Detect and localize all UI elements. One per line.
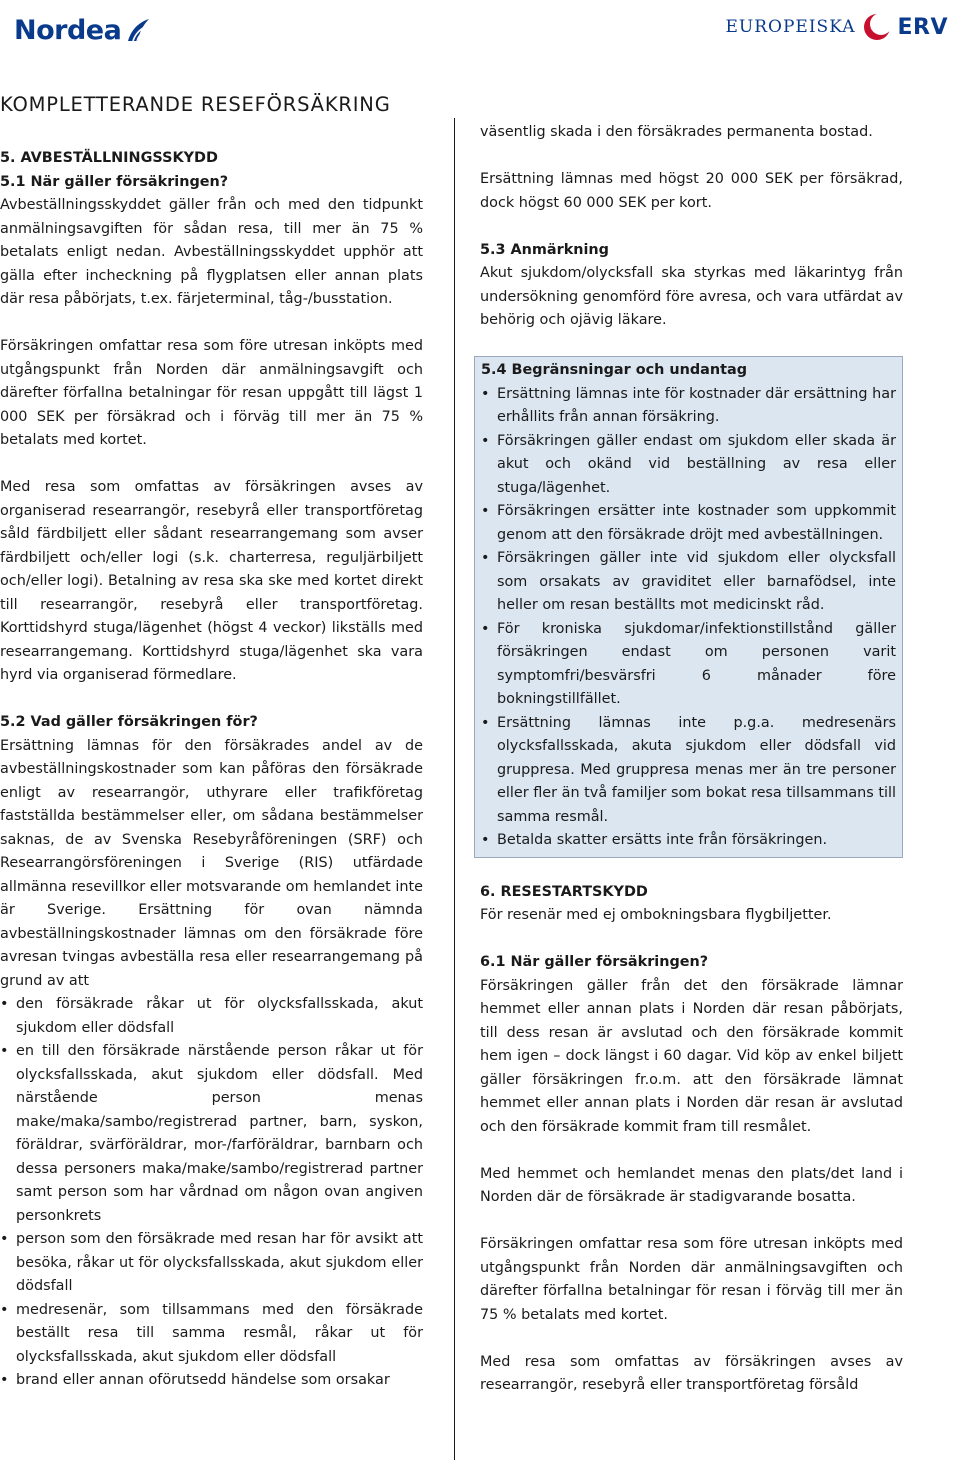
list-item: • person som den försäkrade med resan har för avsikt att besöka, råkar ut för olycksfallsskada, akut sjukdom eller dödsfall [0, 1228, 423, 1299]
list-item: • brand eller annan oförutsedd händelse som orsakar [0, 1369, 423, 1393]
section-5-2-heading: 5.2 Vad gäller försäkringen för? [0, 714, 258, 730]
list-item: • Ersättning lämnas inte p.g.a. medresenärs olycksfallsskada, akuta sjukdom eller dödsfall vid gruppresa. Med gruppresa menas mer än tre personer eller fler än två familjer som bokat resa tillsammans till samma resmål. [481, 712, 896, 830]
compensation-limit-paragraph: Ersättning lämnas med högst 20 000 SEK per försäkrad, dock högst 60 000 SEK per kort. [480, 171, 903, 211]
section-5-4-box [474, 356, 903, 858]
nordea-logo [14, 10, 151, 50]
right-column [480, 121, 903, 1421]
section-5-2-bullet-list [0, 993, 423, 1393]
section-5-1-paragraph-1: Avbeställningsskyddet gäller från och med den tidpunkt anmälningsavgiften för sådan resa, till mer än 75 % betalats enligt nedan. Avbeställningsskyddet upphör att gälla efter incheckning på flygplatsen eller annan plats där resa påbörjats, t.ex. färjeterminal, tåg-/busstation. [0, 197, 423, 307]
nordea-sail-icon [125, 17, 151, 43]
section-6-heading: 6. RESESTARTSKYDD [480, 883, 648, 900]
list-item: • För kroniska sjukdomar/infektionstillstånd gäller försäkringen endast om personen varit symptomfri/besvärsfri 6 månader före bokningstillfället. [481, 618, 896, 712]
section-6-1-paragraph-4: Med resa som omfattas av försäkringen avses av researrangör, resebyrå eller transportföretag försåld [480, 1353, 903, 1393]
section-6-1-heading: 6.1 När gäller försäkringen? [480, 954, 709, 970]
bullet-continuation: väsentlig skada i den försäkrades permanenta bostad. [480, 124, 873, 140]
column-divider [454, 118, 455, 1460]
erv-crescent-icon [862, 12, 892, 42]
page-header [0, 0, 960, 60]
section-5-4-bullet-list [481, 383, 896, 853]
left-column [0, 147, 423, 1393]
list-item: • Försäkringen gäller inte vid sjukdom eller olycksfall som orsakats av graviditet eller barnafödsel, inte heller om resan beställts mot medicinskt råd. [481, 547, 896, 618]
europeiska-logo-text: EUROPEISKA [725, 17, 856, 37]
list-item: • Ersättning lämnas inte för kostnader där ersättning har erhållits från annan försäkring. [481, 383, 896, 430]
section-5-2-paragraph: Ersättning lämnas för den försäkrades andel av de avbeställningskostnader som kan påföras den försäkrade enligt av researrangör, uthyrare eller trafikföretag fastställda bestämmelser eller, om sådana bestämmelser saknas, de av Svenska Resebyråföreningen (SRF) och Researrangörsföreningen i Sverige (RIS) utfärdade allmänna resevillkor eller motsvarande om hemlandet inte är Sverige. Ersättning för ovan nämnda avbeställningskostnader lämnas om den försäkrade före avresan tvingas avbeställa resa eller researrangemang på grund av att [0, 737, 423, 989]
document-title: KOMPLETTERANDE RESEFÖRSÄKRING [0, 93, 391, 116]
section-5-3-paragraph: Akut sjukdom/olycksfall ska styrkas med läkarintyg från undersökning genomförd före avresa, och vara utfärdat av behörig och ojävig läkare. [480, 265, 903, 328]
europeiska-erv-logo [726, 12, 948, 42]
list-item: • Betalda skatter ersätts inte från försäkringen. [481, 829, 896, 853]
section-5-3-heading: 5.3 Anmärkning [480, 241, 609, 258]
list-item: • Försäkringen gäller endast om sjukdom eller skada är akut och okänd vid beställning av resa eller stuga/lägenhet. [481, 430, 896, 501]
nordea-logo-text: Nordea [14, 14, 122, 46]
erv-logo-text: ERV [897, 14, 948, 40]
list-item: • Försäkringen ersätter inte kostnader som uppkommit genom att den försäkrade dröjt med avbeställningen. [481, 500, 896, 547]
list-item: • den försäkrade råkar ut för olycksfallsskada, akut sjukdom eller dödsfall [0, 993, 423, 1040]
section-5-heading: 5. AVBESTÄLLNINGSSKYDD [0, 150, 218, 166]
section-5-1-paragraph-2: Försäkringen omfattar resa som före utresan inköpts med utgångspunkt från Norden där anmälningsavgift och därefter förfallna betalningar för resan uppgått till lägst 1 000 SEK per försäkrad och i förväg till mer än 75 % betalats med kortet. [0, 338, 423, 448]
section-6-1-paragraph-3: Försäkringen omfattar resa som före utresan inköpts med utgångspunkt från Norden där anmälningsavgiften och därefter förfallna betalningar för resan i förväg till mer än 75 % betalats med kortet. [480, 1236, 903, 1323]
section-5-1-paragraph-3: Med resa som omfattas av försäkringen avses av organiserad researrangör, resebyrå eller transportföretag såld färdbiljett eller sådant researrangemang som avser färdbiljett och/eller logi (s.k. charterresa, reguljärbiljett och/eller logi). Betalning av resa ska ske med kortet direkt till researrangör, resebyrå eller transportföretag. Korttidshyrd stuga/lägenhet (högst 4 veckor) likställs med researrangemang. Korttidshyrd stuga/lägenhet ska vara hyrd via organiserad förmedlare. [0, 479, 423, 683]
section-6-paragraph: För resenär med ej ombokningsbara flygbiljetter. [480, 907, 832, 923]
list-item: • medresenär, som tillsammans med den försäkrade beställt resa till samma resmål, råkar ut för olycksfallsskada, akut sjukdom eller dödsfall [0, 1299, 423, 1370]
section-5-1-heading: 5.1 När gäller försäkringen? [0, 173, 229, 190]
section-6-1-paragraph-1: Försäkringen gäller från det den försäkrade lämnar hemmet eller annan plats i Norden där resan påbörjats, till dess resan är avslutad och den försäkrade kommit hem igen – dock längst i 60 dagar. Vid köp av enkel biljett gäller försäkringen fr.o.m. att den försäkrade lämnat hemmet eller annan plats i Norden där resan är avslutad och den försäkrade kommit fram till resmålet. [480, 977, 903, 1135]
section-6-1-paragraph-2: Med hemmet och hemlandet menas den plats/det land i Norden där de försäkrade är stadigvarande bosatta. [480, 1165, 903, 1205]
section-5-4-heading: 5.4 Begränsningar och undantag [481, 362, 748, 378]
list-item: • en till den försäkrade närstående person råkar ut för olycksfallsskada, akut sjukdom eller dödsfall. Med närstående person menas make/maka/sambo/registrerad partner, barn, syskon, föräldrar, svärföräldrar, mor-/farföräldrar, barnbarn och dessa personers maka/make/sambo/registrerad partner samt person som har vårdnad om någon ovan angiven personkrets [0, 1040, 423, 1228]
